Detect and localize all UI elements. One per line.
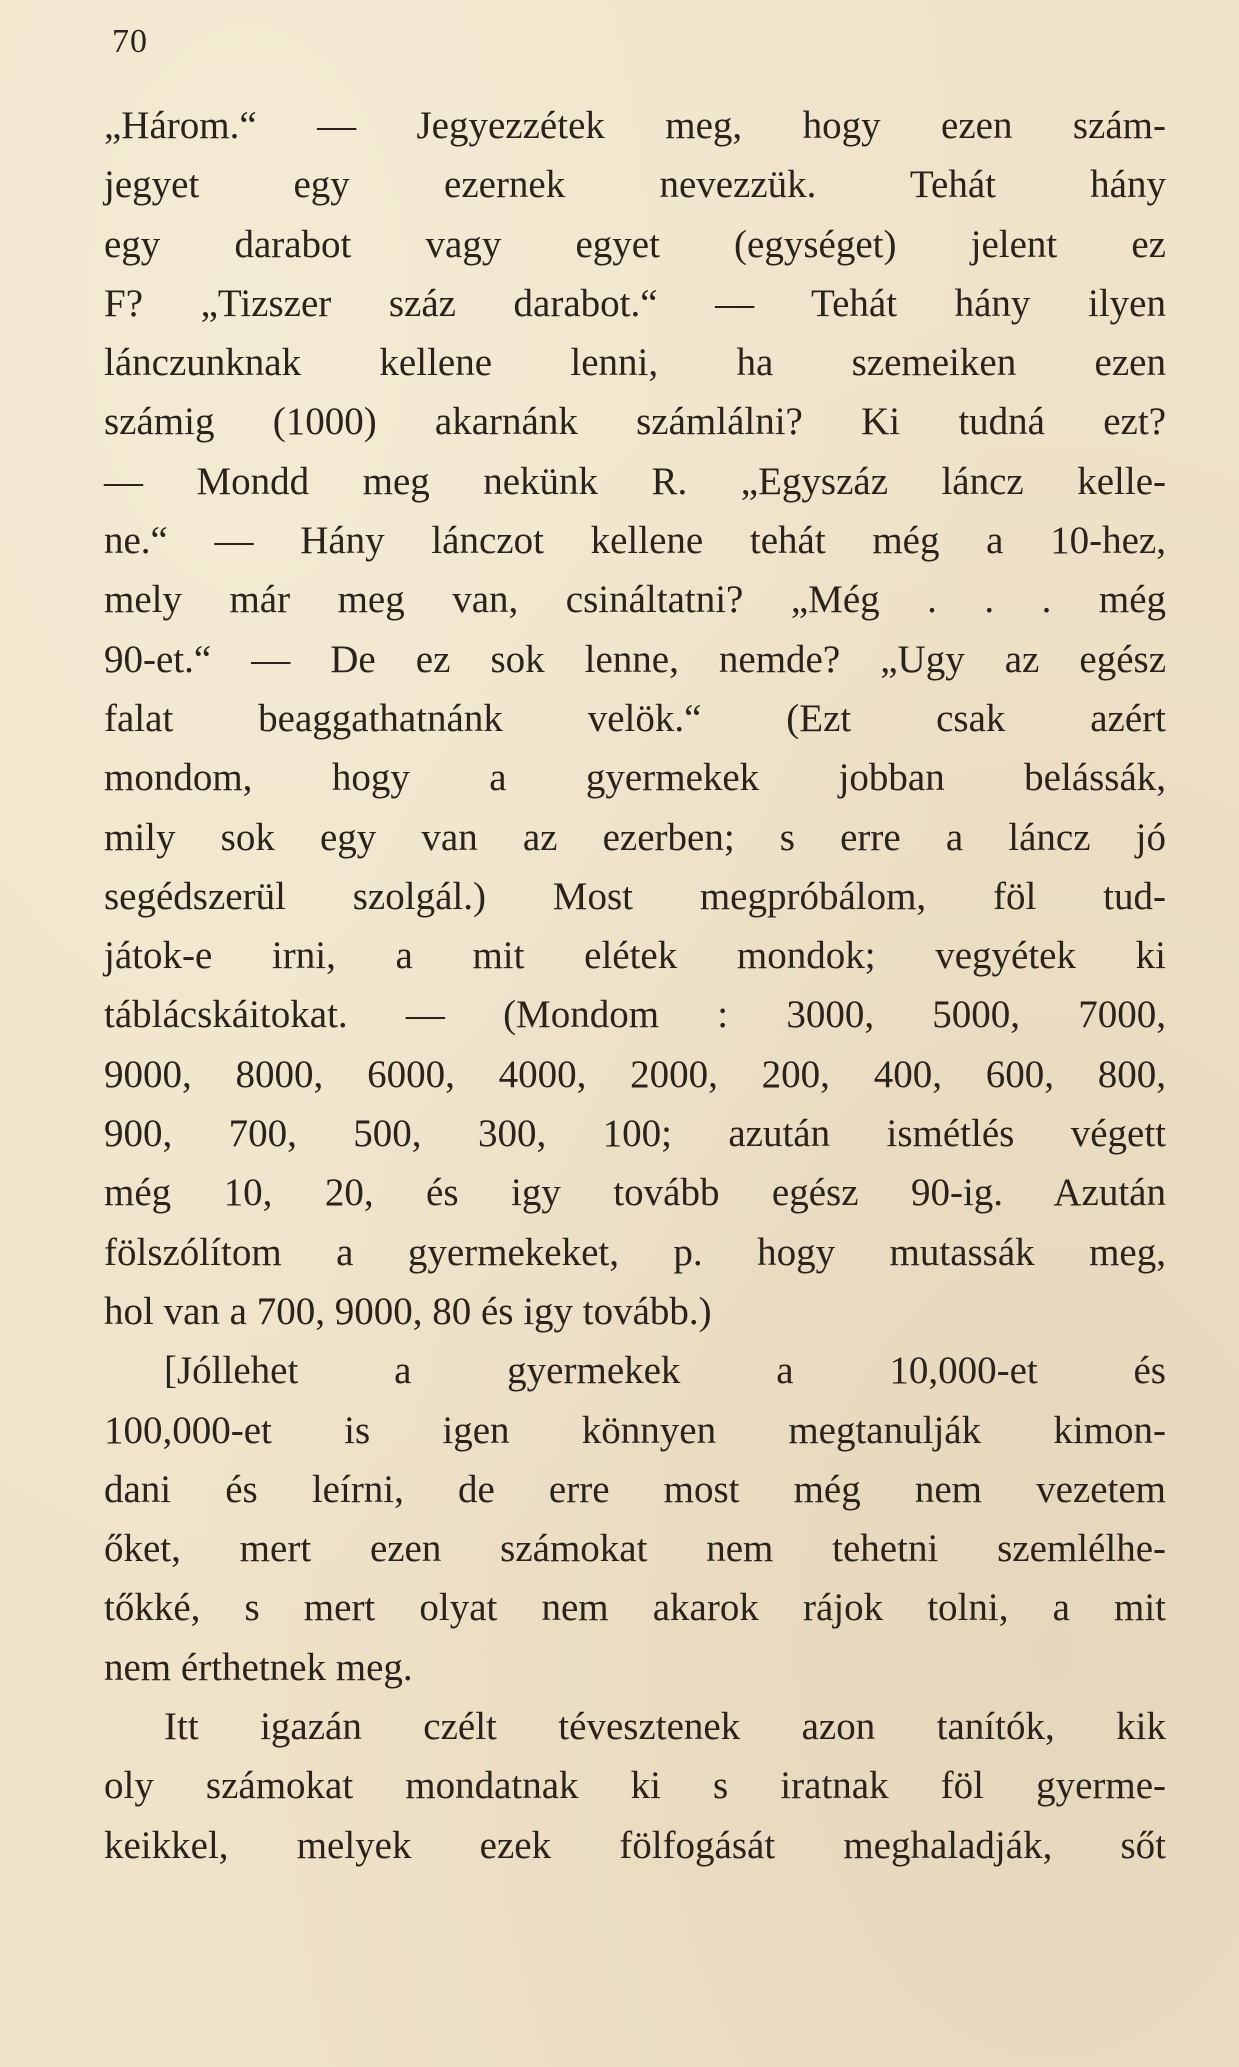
text-line: táblácskáitokat. — (Mondom : 3000, 5000, 7000, (104, 993, 1166, 1037)
text-line: tőkké, s mert olyat nem akarok rájok tolni, a mit (104, 1586, 1166, 1630)
text-line: nem érthetnek meg. (104, 1645, 413, 1689)
text-line: ne.“ — Hány lánczot kellene tehát még a 10-hez, (104, 519, 1166, 563)
text-line: játok-e irni, a mit elétek mondok; vegyétek ki (104, 934, 1166, 978)
text-line: mily sok egy van az ezerben; s erre a láncz jó (104, 815, 1166, 859)
text-line: hol van a 700, 9000, 80 és igy tovább.) (104, 1289, 712, 1333)
text-line: 9000, 8000, 6000, 4000, 2000, 200, 400, 600, 800, (104, 1052, 1166, 1096)
text-line: mondom, hogy a gyermekek jobban belássák, (104, 756, 1166, 800)
text-line: 900, 700, 500, 300, 100; azután ismétlés végett (104, 1112, 1166, 1156)
text-line: őket, mert ezen számokat nem tehetni szemlélhe- (104, 1527, 1166, 1571)
text-line: oly számokat mondatnak ki s iratnak föl gyerme- (104, 1764, 1166, 1808)
text-line: számig (1000) akarnánk számlálni? Ki tudná ezt? (104, 400, 1166, 444)
text-line: keikkel, melyek ezek fölfogását meghaladják, sőt (104, 1823, 1166, 1867)
text-line: falat beaggathatnánk velök.“ (Ezt csak azért (104, 696, 1166, 740)
text-line: lánczunknak kellene lenni, ha szemeiken ezen (104, 341, 1166, 385)
text-line: mely már meg van, csináltatni? „Még . . . még (104, 578, 1166, 622)
text-line: 100,000-et is igen könnyen megtanulják kimon- (104, 1408, 1166, 1452)
text-line: jegyet egy ezernek nevezzük. Tehát hány (104, 163, 1166, 207)
text-line: fölszólítom a gyermekeket, p. hogy mutassák meg, (104, 1230, 1166, 1274)
text-line: segédszerül szolgál.) Most megpróbálom, föl tud- (104, 874, 1166, 918)
text-line: [Jóllehet a gyermekek a 10,000-et és (164, 1349, 1166, 1393)
text-line: — Mondd meg nekünk R. „Egyszáz láncz kelle- (104, 459, 1166, 503)
page-number: 70 (112, 23, 148, 60)
text-line: Itt igazán czélt tévesztenek azon tanítók, kik (164, 1705, 1166, 1749)
text-line: egy darabot vagy egyet (egységet) jelent ez (104, 222, 1166, 266)
text-line: dani és leírni, de erre most még nem vezetem (104, 1467, 1166, 1511)
text-line: 90-et.“ — De ez sok lenne, nemde? „Ugy az egész (104, 637, 1166, 681)
text-line: „Három.“ — Jegyezzétek meg, hogy ezen szám- (104, 104, 1166, 147)
text-line: F? „Tizszer száz darabot.“ — Tehát hány ilyen (104, 281, 1166, 325)
body-text (104, 96, 1166, 1875)
text-line: még 10, 20, és igy tovább egész 90-ig. Azután (104, 1171, 1166, 1215)
